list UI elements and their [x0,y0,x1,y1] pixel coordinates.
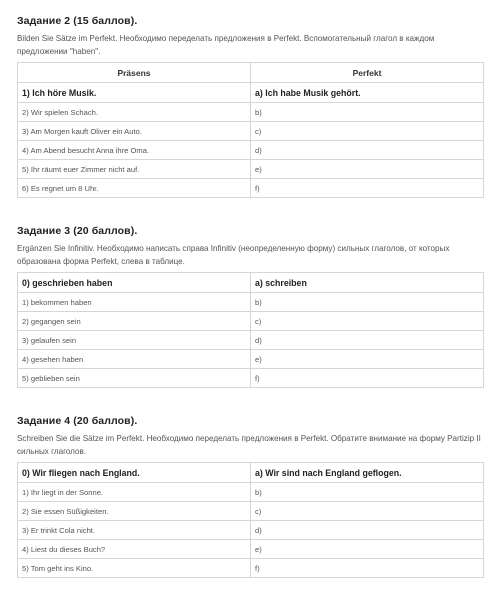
example-perfekt-form: 0) geschrieben haben [18,273,251,293]
table-row [18,141,484,160]
sentence-cell: 5) Ihr räumt euer Zimmer nicht auf. [18,160,251,179]
sentence-cell: 2) Sie essen Süßigkeiten. [18,502,251,521]
table-row [18,502,484,521]
table-row [18,160,484,179]
column-header-perfekt: Perfekt [251,63,484,83]
answer-cell[interactable]: f) [251,179,484,198]
answer-cell[interactable]: b) [251,483,484,502]
answer-cell[interactable]: d) [251,141,484,160]
column-header-prasens: Präsens [18,63,251,83]
task-4-instructions: Schreiben Sie die Sätze im Perfekt. Необходимо переделать предложения в Perfekt. Обратите внимание на форму Partizip II сильных глаголов. [17,434,481,456]
answer-cell[interactable]: c) [251,122,484,141]
table-row [18,350,484,369]
task-2-section [17,15,483,198]
task-4-section [17,415,483,578]
answer-cell[interactable]: c) [251,502,484,521]
task-3-instructions: Ergänzen Sie Infinitiv. Необходимо написать справа Infinitiv (неопределенную форму) сильных глаголов, от которых образована форма Perfekt, слева в таблице. [17,244,450,266]
task-3-table [17,272,484,388]
sentence-cell: 5) Tom geht ins Kino. [18,559,251,578]
sentence-cell: 1) Ihr liegt in der Sonne. [18,483,251,502]
table-row [18,293,484,312]
sentence-cell: 4) Liest du dieses Buch? [18,540,251,559]
task-2-title: Задание 2 (15 баллов). [17,15,138,27]
answer-cell[interactable]: e) [251,540,484,559]
example-row [18,83,484,103]
sentence-cell: 3) Er trinkt Cola nicht. [18,521,251,540]
answer-cell[interactable]: f) [251,369,484,388]
answer-cell[interactable]: d) [251,521,484,540]
answer-cell[interactable]: b) [251,293,484,312]
example-sentence: 0) Wir fliegen nach England. [18,463,251,483]
answer-cell[interactable]: c) [251,312,484,331]
sentence-cell: 3) Am Morgen kauft Oliver ein Auto. [18,122,251,141]
task-3-section [17,225,483,388]
table-row [18,369,484,388]
table-row [18,179,484,198]
perfekt-form-cell: 5) geblieben sein [18,369,251,388]
example-answer: a) Ich habe Musik gehört. [251,83,484,103]
answer-cell[interactable]: b) [251,103,484,122]
table-row [18,331,484,350]
table-row [18,540,484,559]
answer-cell[interactable]: f) [251,559,484,578]
table-row [18,483,484,502]
example-sentence: 1) Ich höre Musik. [18,83,251,103]
answer-cell[interactable]: e) [251,160,484,179]
task-2-table [17,62,484,198]
task-4-table [17,462,484,578]
example-infinitive: a) schreiben [251,273,484,293]
task-3-title: Задание 3 (20 баллов). [17,225,138,237]
perfekt-form-cell: 4) gesehen haben [18,350,251,369]
answer-cell[interactable]: e) [251,350,484,369]
table-row [18,312,484,331]
example-row [18,463,484,483]
sentence-cell: 4) Am Abend besucht Anna ihre Oma. [18,141,251,160]
sentence-cell: 6) Es regnet um 8 Uhr. [18,179,251,198]
perfekt-form-cell: 3) gelaufen sein [18,331,251,350]
answer-cell[interactable]: d) [251,331,484,350]
perfekt-form-cell: 2) gegangen sein [18,312,251,331]
example-answer: a) Wir sind nach England geflogen. [251,463,484,483]
task-4-title: Задание 4 (20 баллов). [17,415,138,427]
sentence-cell: 2) Wir spielen Schach. [18,103,251,122]
table-header-row [18,63,484,83]
table-row [18,559,484,578]
table-row [18,521,484,540]
table-row [18,103,484,122]
task-2-instructions: Bilden Sie Sätze im Perfekt. Необходимо переделать предложения в Perfekt. Вспомогательный глагол в каждом предложении "haben". [17,34,435,56]
perfekt-form-cell: 1) bekommen haben [18,293,251,312]
example-row [18,273,484,293]
table-row [18,122,484,141]
